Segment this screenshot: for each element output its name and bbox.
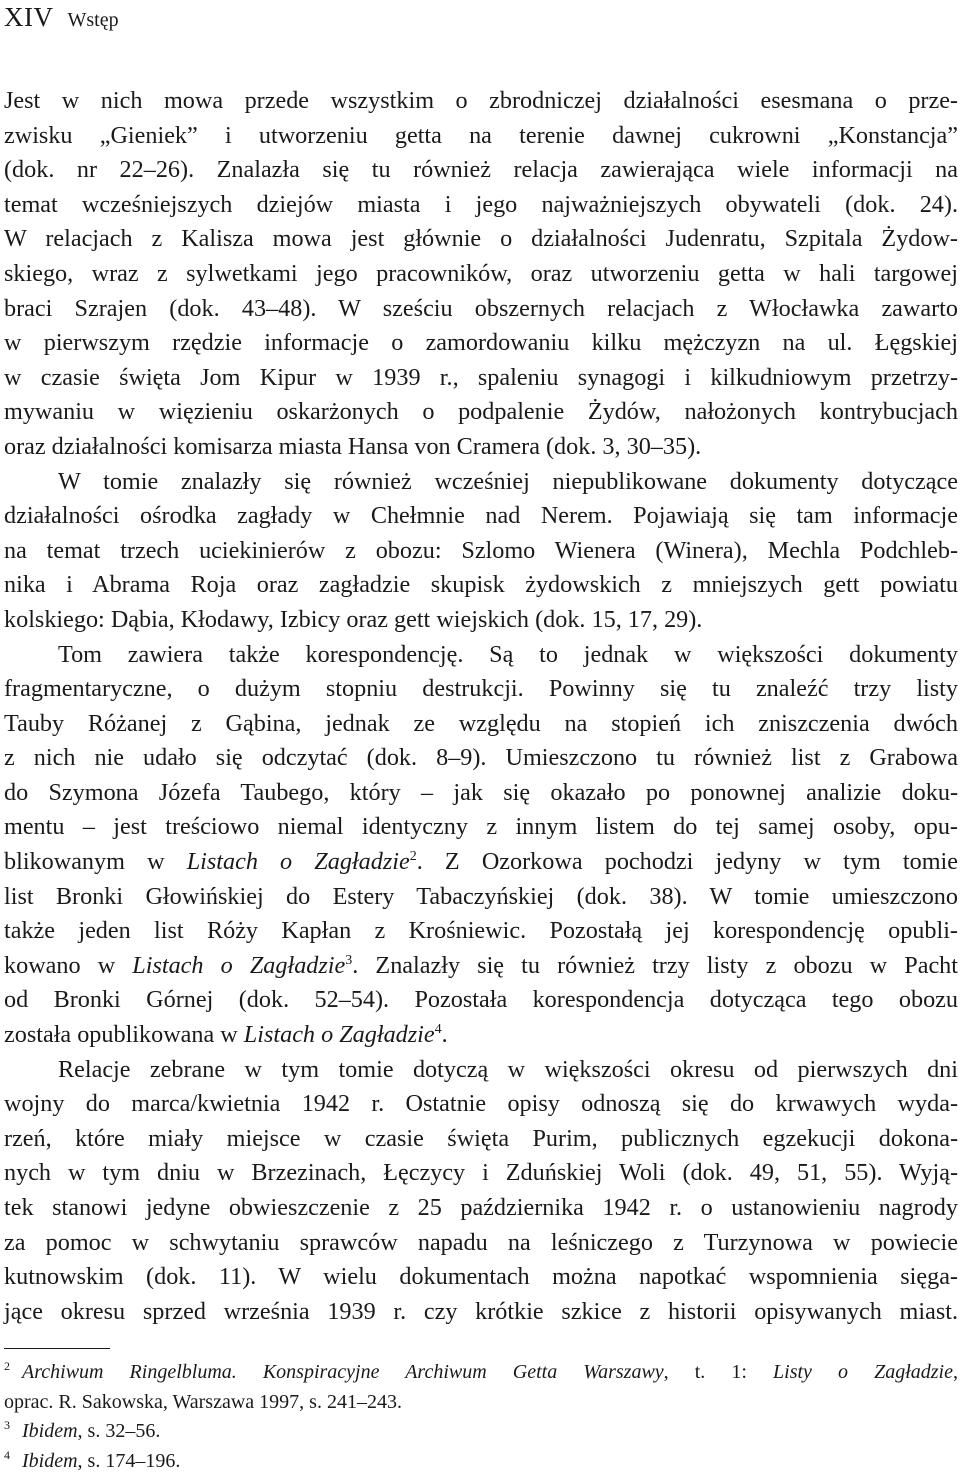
text-line: skiego, wraz z sylwetkami jego pracowników, oraz utworzeniu getta w hali targowej — [4, 259, 958, 287]
footnote-number: 2 — [4, 1359, 10, 1374]
text-line: fragmentaryczne, o dużym stopniu destrukcji. Powinny się tu znaleźć trzy listy — [4, 675, 958, 703]
text-line: kutnowskim (dok. 11). W wielu dokumentach można napotkać wspomnienia sięga- — [4, 1263, 958, 1291]
text-line: mywaniu w więzieniu oskarżonych o podpalenie Żydów, nałożonych kontrybucjach — [4, 398, 958, 426]
text-line: (dok. nr 22–26). Znalazła się tu również relacja zawierająca wiele informacji na — [4, 156, 958, 184]
footnote-divider — [4, 1348, 110, 1349]
footnote-ref: 4 — [434, 1021, 442, 1037]
footnote-text: , s. 32–56. — [77, 1420, 161, 1442]
footnote-title: Ibidem — [22, 1449, 78, 1472]
text-line: braci Szrajen (dok. 43–48). W sześciu obszernych relacjach z Włocławka zawarto — [4, 294, 958, 322]
italic-title: Listach o Zagładzie — [186, 848, 410, 876]
footnote-3 — [4, 1417, 958, 1447]
footnote-2 — [4, 1358, 958, 1388]
footnote-text: , s. 174–196. — [77, 1449, 181, 1472]
text-line — [4, 845, 958, 880]
text-line: mentu – jest treściowo niemal identyczny z innym listem do tej samej osoby, opu- — [4, 813, 958, 841]
main-text — [4, 84, 958, 1329]
text-segment: została opublikowana w — [4, 1021, 244, 1049]
text-line: do Szymona Józefa Taubego, który – jak się okazało po ponownej analizie doku- — [4, 778, 958, 806]
text-line: wojny do marca/kwietnia 1942 r. Ostatnie opisy odnoszą się do krwawych wyda- — [4, 1090, 958, 1118]
text-line: na temat trzech uciekinierów z obozu: Szlomo Wienera (Winera), Mechla Podchleb- — [4, 536, 958, 564]
footnote-title: Listy o Zagładzie — [773, 1361, 953, 1383]
text-line: zwisku „Gieniek” i utworzeniu getta na terenie dawnej cukrowni „Konstancja” — [4, 121, 958, 149]
text-line — [4, 949, 958, 984]
text-line: z nich nie udało się odczytać (dok. 8–9). Umieszczono tu również list z Grabowa — [4, 744, 958, 772]
text-line: nika i Abrama Roja oraz zagładzie skupisk żydowskich z mniejszych gett powiatu — [4, 571, 958, 599]
text-segment: . — [441, 1021, 448, 1049]
footnote-ref: 2 — [409, 849, 417, 864]
text-line: nych w tym dniu w Brzezinach, Łęczycy i Zduńskiej Woli (dok. 49, 51, 55). Wyją- — [4, 1159, 958, 1187]
footnote-text: , — [952, 1361, 958, 1383]
text-segment: kowano w — [4, 951, 133, 979]
text-line: rzeń, które miały miejsce w czasie święta Purim, publicznych egzekucji dokona- — [4, 1124, 958, 1152]
italic-title: Listach o Zagładzie — [132, 951, 346, 979]
running-title: Wstęp — [67, 9, 119, 31]
text-segment: . Z Ozorkowa pochodzi jedyny w tym tomie — [416, 848, 958, 876]
text-line: działalności ośrodka zagłady w Chełmnie nad Nerem. Pojawiają się tam informacje — [4, 502, 958, 530]
footnote-number: 3 — [4, 1418, 10, 1433]
text-line: tek stanowi jedyne obwieszczenie z 25 października 1942 r. o ustanowieniu nagrody — [4, 1194, 958, 1221]
text-line: od Bronki Górnej (dok. 52–54). Pozostała korespondencja dotycząca tego obozu — [4, 986, 958, 1014]
text-line: w czasie święta Jom Kipur w 1939 r., spaleniu synagogi i kilkudniowym przetrzy- — [4, 363, 958, 391]
text-line: Jest w nich mowa przede wszystkim o zbrodniczej działalności esesmana o prze- — [4, 87, 958, 114]
text-line: list Bronki Głowińskiej do Estery Tabaczyńskiej (dok. 38). W tomie umieszczono — [4, 882, 958, 910]
italic-title: Listach o Zagładzie — [243, 1021, 435, 1049]
text-segment: blikowanym w — [4, 848, 187, 876]
footnote-text: , t. 1: — [663, 1361, 774, 1383]
text-segment: . Znalazły się tu również trzy listy z obozu w Pacht — [352, 951, 958, 979]
footnote-2-continued: oprac. R. Sakowska, Warszawa 1997, s. 241–243. — [4, 1390, 402, 1413]
text-line — [4, 1018, 958, 1053]
text-line: W relacjach z Kalisza mowa jest głównie o działalności Judenratu, Szpitala Żydow- — [4, 225, 958, 253]
footnotes — [4, 1358, 958, 1476]
text-line: oraz działalności komisarza miasta Hansa von Cramera (dok. 3, 30–35). — [4, 432, 702, 460]
page-number: XIV — [4, 2, 54, 32]
text-line: kolskiego: Dąbia, Kłodawy, Izbicy oraz gett wiejskich (dok. 15, 17, 29). — [4, 605, 703, 633]
footnote-4 — [4, 1447, 958, 1477]
text-line: Relacje zebrane w tym tomie dotyczą w większości okresu od pierwszych dni — [58, 1055, 958, 1083]
text-line: za pomoc w schwytaniu sprawców napadu na leśniczego z Turzynowa w powiecie — [4, 1228, 958, 1256]
text-line: jące okresu sprzed września 1939 r. czy krótkie szkice z historii opisywanych miast. — [4, 1297, 958, 1325]
footnote-title: Archiwum Ringelbluma. Konspiracyjne Archiwum Getta Warszawy — [22, 1361, 664, 1383]
text-line: Tauby Różanej z Gąbina, jednak ze względu na stopień ich zniszczenia dwóch — [4, 709, 958, 737]
page-header — [4, 2, 119, 38]
text-line: także jeden list Róży Kapłan z Krośniewic. Pozostałą jej korespondencję opubli- — [4, 917, 958, 945]
text-line: Tom zawiera także korespondencję. Są to jednak w większości dokumenty — [58, 640, 958, 668]
text-line: w pierwszym rzędzie informacje o zamordowaniu kilku mężczyzn na ul. Łęgskiej — [4, 329, 958, 357]
text-line: W tomie znalazły się również wcześniej niepublikowane dokumenty dotyczące — [58, 467, 958, 495]
footnote-number: 4 — [4, 1447, 10, 1462]
footnote-ref: 3 — [345, 952, 353, 968]
footnote-title: Ibidem — [22, 1420, 78, 1442]
text-line: temat wcześniejszych dziejów miasta i jego najważniejszych obywateli (dok. 24). — [4, 190, 958, 218]
